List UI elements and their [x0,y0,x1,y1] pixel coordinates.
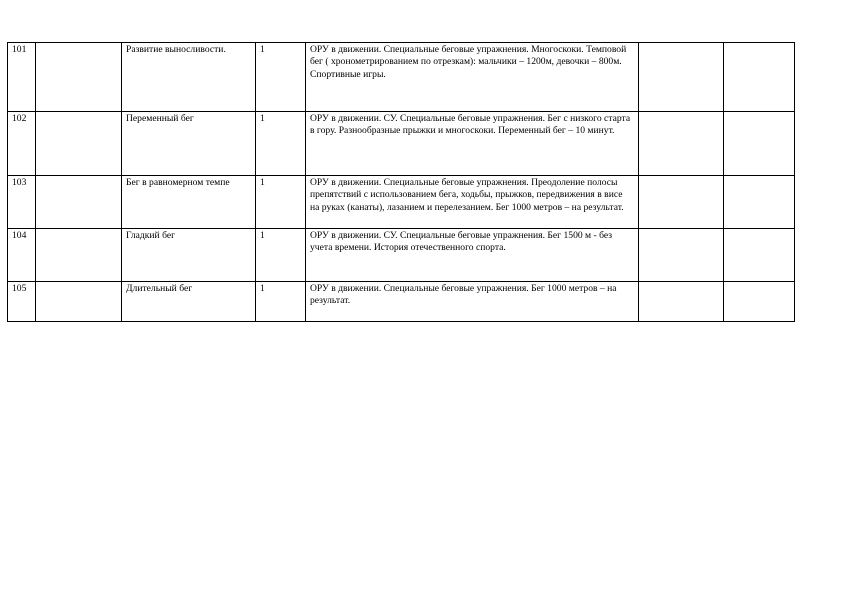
content-cell: ОРУ в движении. СУ. Специальные беговые упражнения. Бег с низкого старта в гору. Разнообразные прыжки и многоскоки. Переменный бег – 10 минут. [306,112,639,176]
empty-cell-a [639,229,724,282]
date-cell [36,43,122,112]
empty-cell-a [639,282,724,322]
empty-cell-b [724,112,795,176]
empty-cell-b [724,229,795,282]
table-row [8,176,795,229]
content-cell: ОРУ в движении. СУ. Специальные беговые упражнения. Бег 1500 м - без учета времени. История отечественного спорта. [306,229,639,282]
content-cell: ОРУ в движении. Специальные беговые упражнения. Преодоление полосы препятствий с использованием бега, ходьбы, прыжков, передвижения в висе на руках (канаты), лазанием и перелезанием. Бег 1000 метров – на результат. [306,176,639,229]
date-cell [36,112,122,176]
lesson-number-cell: 105 [8,282,36,322]
hours-cell: 1 [256,229,306,282]
lesson-number-cell: 103 [8,176,36,229]
empty-cell-a [639,43,724,112]
topic-cell: Развитие выносливости. [122,43,256,112]
table-row [8,282,795,322]
empty-cell-a [639,112,724,176]
hours-cell: 1 [256,176,306,229]
lesson-number-cell: 104 [8,229,36,282]
date-cell [36,176,122,229]
hours-cell: 1 [256,282,306,322]
hours-cell: 1 [256,43,306,112]
table-row [8,112,795,176]
lesson-number-cell: 101 [8,43,36,112]
topic-cell: Переменный бег [122,112,256,176]
lesson-plan-table [7,42,795,322]
table-row [8,43,795,112]
empty-cell-a [639,176,724,229]
topic-cell: Гладкий бег [122,229,256,282]
topic-cell: Бег в равномерном темпе [122,176,256,229]
table-row [8,229,795,282]
date-cell [36,229,122,282]
empty-cell-b [724,282,795,322]
content-cell: ОРУ в движении. Специальные беговые упражнения. Многоскоки. Темповой бег ( хронометрированием по отрезкам): мальчики – 1200м, девочки – 800м. Спортивные игры. [306,43,639,112]
lesson-number-cell: 102 [8,112,36,176]
content-cell: ОРУ в движении. Специальные беговые упражнения. Бег 1000 метров – на результат. [306,282,639,322]
empty-cell-b [724,43,795,112]
topic-cell: Длительный бег [122,282,256,322]
hours-cell: 1 [256,112,306,176]
empty-cell-b [724,176,795,229]
date-cell [36,282,122,322]
